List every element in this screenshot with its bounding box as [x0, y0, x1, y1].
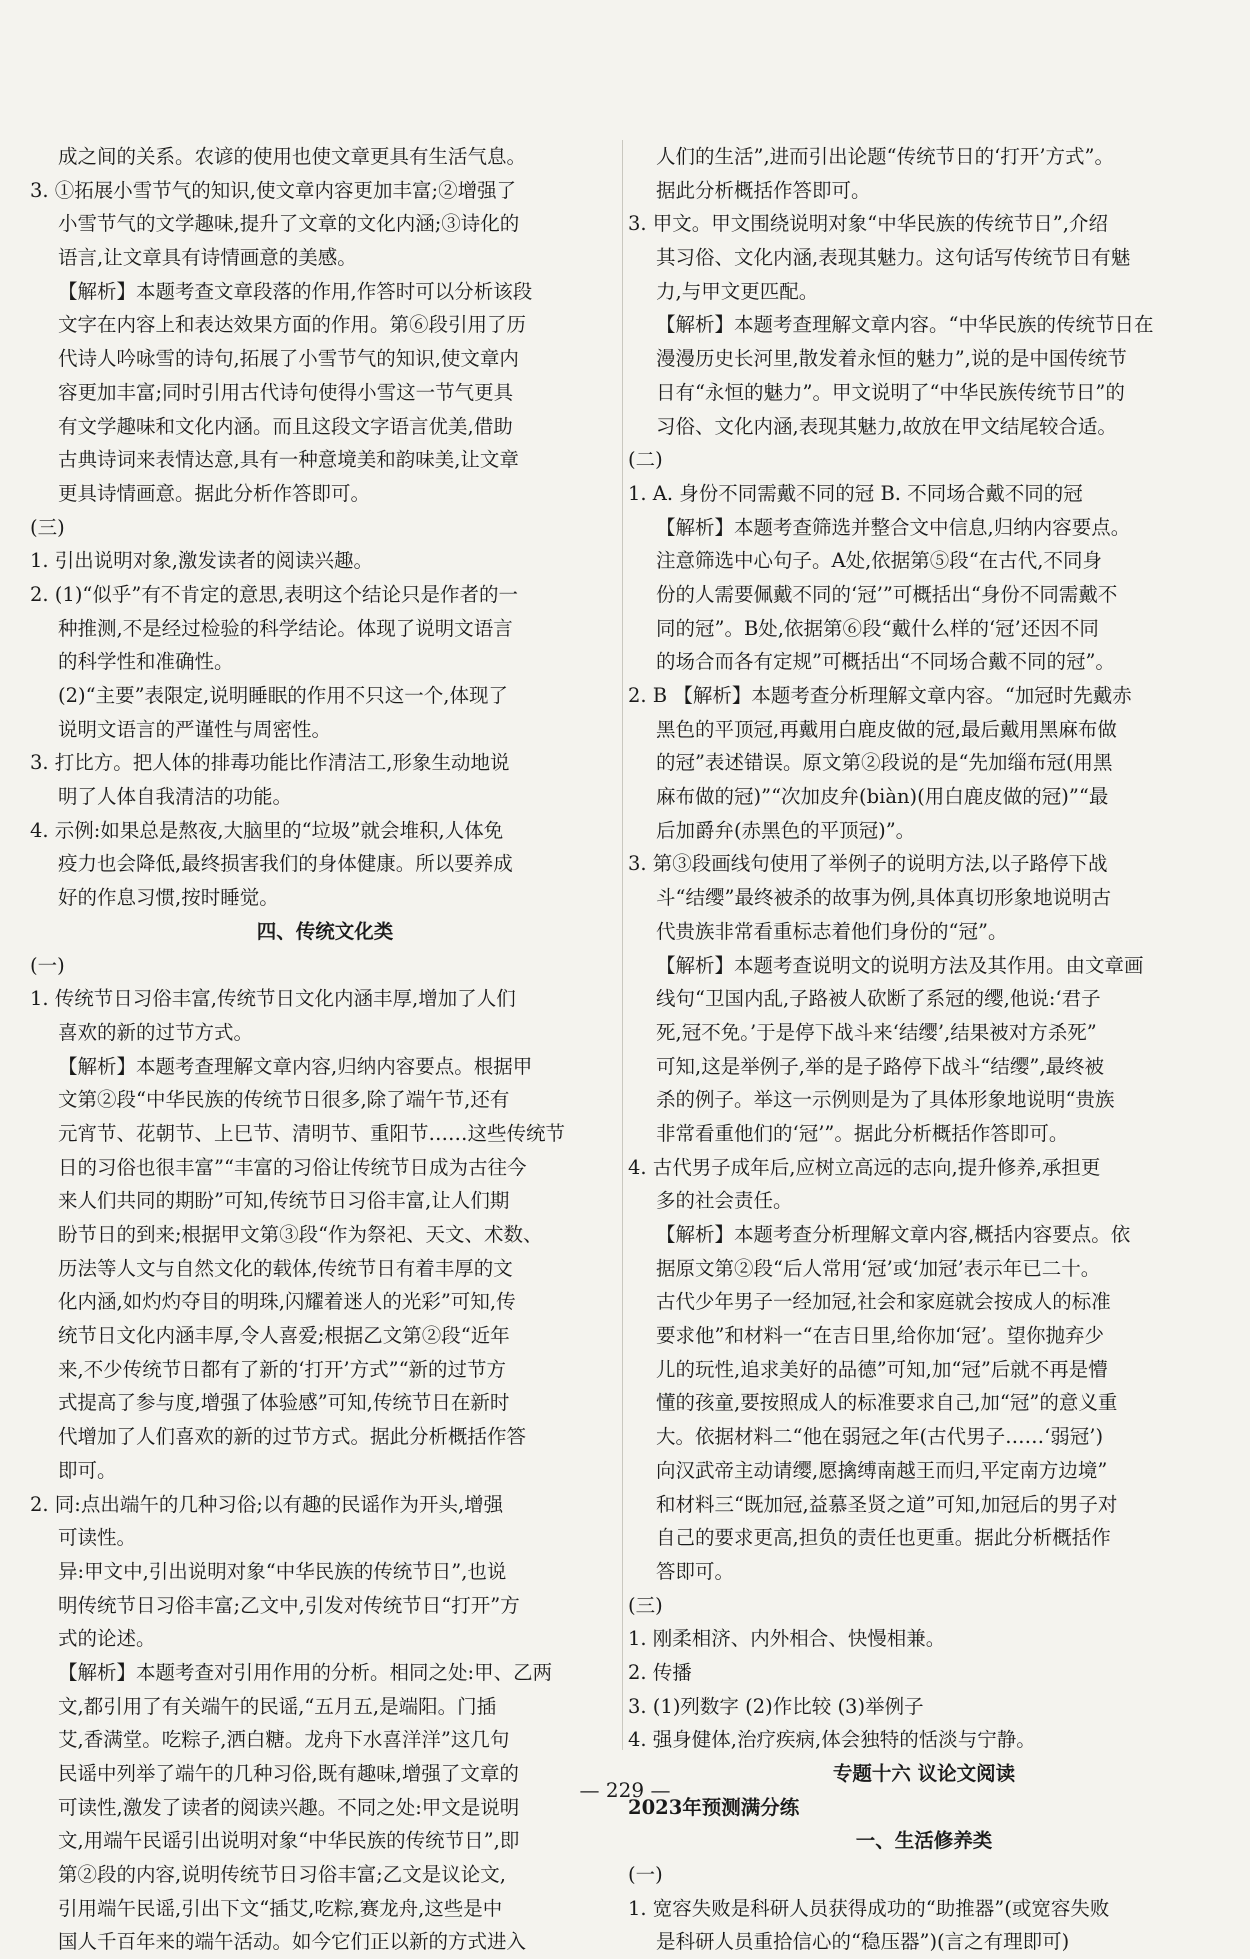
text-line: 要求他”和材料一“在吉日里,给你加‘冠’。望你抛弃少 — [656, 1324, 1105, 1348]
text-line: 的冠”表述错误。原文第②段说的是“先加缁布冠(用黑 — [656, 751, 1113, 775]
text-line: (三) — [30, 515, 65, 539]
text-line: 疫力也会降低,最终损害我们的身体健康。所以要养成 — [58, 852, 513, 876]
text-line: 日的习俗也很丰富”“丰富的习俗让传统节日成为古往今 — [58, 1155, 527, 1179]
text-line: 元宵节、花朝节、上巳节、清明节、重阳节……这些传统节 — [58, 1121, 566, 1145]
text-line: 引用端午民谣,引出下文“插艾,吃粽,赛龙舟,这些是中 — [58, 1896, 503, 1920]
text-line: 【解析】本题考查理解文章内容,归纳内容要点。根据甲 — [58, 1054, 533, 1078]
text-line: 文,都引用了有关端午的民谣,“五月五,是端阳。门插 — [58, 1694, 497, 1718]
text-line: 【解析】本题考查说明文的说明方法及其作用。由文章画 — [656, 953, 1144, 977]
text-line: 有文学趣味和文化内涵。而且这段文字语言优美,借助 — [58, 414, 513, 438]
text-line: (二) — [628, 448, 663, 472]
text-line: 明了人体自我清洁的功能。 — [58, 785, 293, 809]
text-line: 【解析】本题考查筛选并整合文中信息,归纳内容要点。 — [656, 515, 1131, 539]
text-line: 【解析】本题考查对引用作用的分析。相同之处:甲、乙两 — [58, 1660, 553, 1684]
text-line: 喜欢的新的过节方式。 — [58, 1020, 254, 1044]
page-number: — 229 — — [579, 1778, 671, 1802]
section-heading: 四、传统文化类 — [256, 919, 394, 943]
text-line: 容更加丰富;同时引用古代诗句使得小雪这一节气更具 — [58, 380, 514, 404]
text-line: 习俗、文化内涵,表现其魅力,故放在甲文结尾较合适。 — [656, 414, 1117, 438]
text-line: 多的社会责任。 — [656, 1189, 793, 1213]
text-line: 日有“永恒的魅力”。甲文说明了“中华民族传统节日”的 — [656, 380, 1125, 404]
text-line: 3. 打比方。把人体的排毒功能比作清洁工,形象生动地说 — [30, 751, 510, 775]
text-line: 3. (1)列数字 (2)作比较 (3)举例子 — [628, 1694, 924, 1718]
text-line: 明传统节日习俗丰富;乙文中,引发对传统节日“打开”方 — [58, 1593, 520, 1617]
text-line: 1. A. 身份不同需戴不同的冠 B. 不同场合戴不同的冠 — [628, 481, 1083, 505]
text-line: 大。依据材料二“他在弱冠之年(古代男子……‘弱冠’) — [656, 1425, 1104, 1449]
text-line: 后加爵弁(赤黑色的平顶冠)”。 — [656, 818, 916, 842]
section-heading: 一、生活修养类 — [855, 1829, 993, 1853]
text-line: (2)“主要”表限定,说明睡眠的作用不只这一个,体现了 — [58, 684, 508, 707]
text-line: 可知,这是举例子,举的是子路停下战斗“结缨”,最终被 — [656, 1054, 1105, 1078]
text-line: 成之间的关系。农谚的使用也使文章更具有生活气息。 — [58, 145, 527, 168]
text-line: 份的人需要佩戴不同的‘冠’”可概括出“身份不同需戴不 — [656, 582, 1118, 606]
text-line: 同的冠”。B处,依据第⑥段“戴什么样的‘冠’还因不同 — [656, 616, 1099, 640]
text-line: 的科学性和准确性。 — [58, 650, 234, 674]
text-line: (三) — [628, 1593, 663, 1617]
text-line: 古代少年男子一经加冠,社会和家庭就会按成人的标准 — [656, 1290, 1111, 1314]
text-line: 2. B 【解析】本题考查分析理解文章内容。“加冠时先戴赤 — [628, 684, 1132, 707]
text-line: 懂的孩童,要按照成人的标准要求自己,加“冠”的意义重 — [656, 1391, 1118, 1415]
text-line: 1. 宽容失败是科研人员获得成功的“助推器”(或宽容失败 — [628, 1896, 1110, 1920]
text-line: 可读性。 — [58, 1526, 137, 1550]
text-line: 化内涵,如灼灼夺目的明珠,闪耀着迷人的光彩”可知,传 — [58, 1290, 516, 1314]
text-line: 向汉武帝主动请缨,愿擒缚南越王而归,平定南方边境” — [656, 1458, 1108, 1482]
column-divider — [622, 140, 623, 1750]
text-line: 线句“卫国内乱,子路被人砍断了系冠的缨,他说:‘君子 — [656, 987, 1101, 1011]
text-line: 盼节日的到来;根据甲文第③段“作为祭祀、天文、术数、 — [58, 1223, 543, 1246]
text-line: 代增加了人们喜欢的新的过节方式。据此分析概括作答 — [58, 1425, 527, 1449]
text-line: 4. 强身健体,治疗疾病,体会独特的恬淡与宁静。 — [628, 1728, 1036, 1752]
text-line: 自己的要求更高,担负的责任也更重。据此分析概括作 — [656, 1526, 1111, 1550]
text-line: 1. 引出说明对象,激发读者的阅读兴趣。 — [30, 549, 374, 573]
text-line: 4. 示例:如果总是熬夜,大脑里的“垃圾”就会堆积,人体免 — [30, 818, 504, 842]
text-line: 力,与甲文更匹配。 — [656, 279, 819, 303]
text-line: 其习俗、文化内涵,表现其魅力。这句话写传统节日有魅 — [656, 246, 1131, 270]
text-line: 好的作息习惯,按时睡觉。 — [58, 886, 279, 910]
text-line: 【解析】本题考查理解文章内容。“中华民族的传统节日在 — [656, 313, 1154, 337]
text-line: 2. 传播 — [628, 1660, 692, 1684]
text-line: 是科研人员重拾信心的“稳压器”)(言之有理即可) — [656, 1930, 1070, 1954]
text-line: 【解析】本题考查分析理解文章内容,概括内容要点。依 — [656, 1223, 1131, 1246]
text-line: 答即可。 — [656, 1559, 735, 1583]
text-line: 异:甲文中,引出说明对象“中华民族的传统节日”,也说 — [58, 1559, 507, 1583]
text-line: 小雪节气的文学趣味,提升了文章的文化内涵;③诗化的 — [58, 212, 520, 236]
text-line: 注意筛选中心句子。A处,依据第⑤段“在古代,不同身 — [656, 549, 1102, 573]
text-line: 文,用端午民谣引出说明对象“中华民族的传统节日”,即 — [58, 1829, 520, 1853]
text-line: 式提高了参与度,增强了体验感”可知,传统节日在新时 — [58, 1391, 510, 1415]
text-line: 可读性,激发了读者的阅读兴趣。不同之处:甲文是说明 — [58, 1795, 520, 1819]
text-line: 杀的例子。举这一示例则是为了具体形象地说明“贵族 — [656, 1088, 1115, 1112]
text-line: 据原文第②段“后人常用‘冠’或‘加冠’表示年已二十。 — [656, 1256, 1101, 1280]
text-line: 第②段的内容,说明传统节日习俗丰富;乙文是议论文, — [58, 1863, 506, 1887]
text-line: 来,不少传统节日都有了新的‘打开’方式”“新的过节方 — [58, 1357, 507, 1381]
text-line: 3. ①拓展小雪节气的知识,使文章内容更加丰富;②增强了 — [30, 178, 517, 202]
text-line: 死,冠不免。’于是停下战斗来‘结缨’,结果被对方杀死” — [656, 1020, 1097, 1044]
text-line: 1. 传统节日习俗丰富,传统节日文化内涵丰厚,增加了人们 — [30, 987, 516, 1011]
text-line: 1. 刚柔相济、内外相合、快慢相兼。 — [628, 1627, 946, 1651]
text-line: 即可。 — [58, 1458, 117, 1482]
text-line: 【解析】本题考查文章段落的作用,作答时可以分析该段 — [58, 279, 533, 303]
page-number-value: 229 — [605, 1778, 645, 1802]
text-line: 麻布做的冠)”“次加皮弁(biàn)(用白鹿皮做的冠)”“最 — [656, 785, 1109, 809]
text-line: 3. 第③段画线句使用了举例子的说明方法,以子路停下战 — [628, 852, 1108, 876]
text-line: 人们的生活”,进而引出论题“传统节日的‘打开’方式”。 — [656, 145, 1115, 168]
text-line: 4. 古代男子成年后,应树立高远的志向,提升修养,承担更 — [628, 1155, 1101, 1179]
text-line: (一) — [30, 953, 65, 977]
text-line: 代诗人吟咏雪的诗句,拓展了小雪节气的知识,使文章内 — [58, 347, 519, 371]
text-line: 民谣中列举了端午的几种习俗,既有趣味,增强了文章的 — [58, 1762, 519, 1785]
text-line: 来人们共同的期盼”可知,传统节日习俗丰富,让人们期 — [58, 1189, 510, 1213]
text-line: 统节日文化内涵丰厚,令人喜爱;根据乙文第②段“近年 — [58, 1324, 510, 1348]
text-line: 式的论述。 — [58, 1627, 156, 1651]
text-line: 的场合而各有定规”可概括出“不同场合戴不同的冠”。 — [656, 650, 1115, 674]
text-line: 黑色的平顶冠,再戴用白鹿皮做的冠,最后戴用黑麻布做 — [656, 717, 1117, 741]
text-line: 和材料三“既加冠,益慕圣贤之道”可知,加冠后的男子对 — [656, 1492, 1118, 1516]
text-line: 2. 同:点出端午的几种习俗;以有趣的民谣作为开头,增强 — [30, 1492, 504, 1516]
text-line: 古典诗词来表情达意,具有一种意境美和韵味美,让文章 — [58, 448, 519, 472]
text-line: 漫漫历史长河里,散发着永恒的魅力”,说的是中国传统节 — [656, 347, 1127, 371]
text-line: 儿的玩性,追求美好的品德”可知,加“冠”后就不再是懵 — [656, 1357, 1108, 1381]
text-line: 斗“结缨”最终被杀的故事为例,具体真切形象地说明古 — [656, 886, 1112, 910]
text-line: 历法等人文与自然文化的载体,传统节日有着丰厚的文 — [58, 1256, 513, 1280]
text-line: 文第②段“中华民族的传统节日很多,除了端午节,还有 — [58, 1088, 510, 1112]
text-line: 据此分析概括作答即可。 — [656, 178, 871, 202]
text-line: 3. 甲文。甲文围绕说明对象“中华民族的传统节日”,介绍 — [628, 212, 1108, 236]
text-line: 非常看重他们的‘冠’”。据此分析概括作答即可。 — [656, 1121, 1069, 1145]
text-line: 文字在内容上和表达效果方面的作用。第⑥段引用了历 — [58, 313, 527, 337]
text-line: 说明文语言的严谨性与周密性。 — [58, 717, 332, 741]
right-column — [628, 140, 1220, 1959]
text-line: 更具诗情画意。据此分析作答即可。 — [58, 481, 371, 505]
section-heading: 专题十六 议论文阅读 — [832, 1762, 1016, 1785]
text-line: 国人千百年来的端午活动。如今它们正以新的方式进入 — [58, 1930, 527, 1954]
text-line: 2. (1)“似乎”有不肯定的意思,表明这个结论只是作者的一 — [30, 582, 519, 606]
text-line: 种推测,不是经过检验的科学结论。体现了说明文语言 — [58, 616, 513, 640]
text-line: 2023年预测满分练 — [628, 1795, 800, 1819]
text-line: 代贵族非常看重标志着他们身份的“冠”。 — [656, 919, 1008, 943]
text-line: (一) — [628, 1863, 663, 1887]
text-line: 语言,让文章具有诗情画意的美感。 — [58, 246, 357, 270]
left-column — [30, 140, 620, 1959]
text-line: 艾,香满堂。吃粽子,洒白糖。龙舟下水喜洋洋”这几句 — [58, 1728, 510, 1752]
